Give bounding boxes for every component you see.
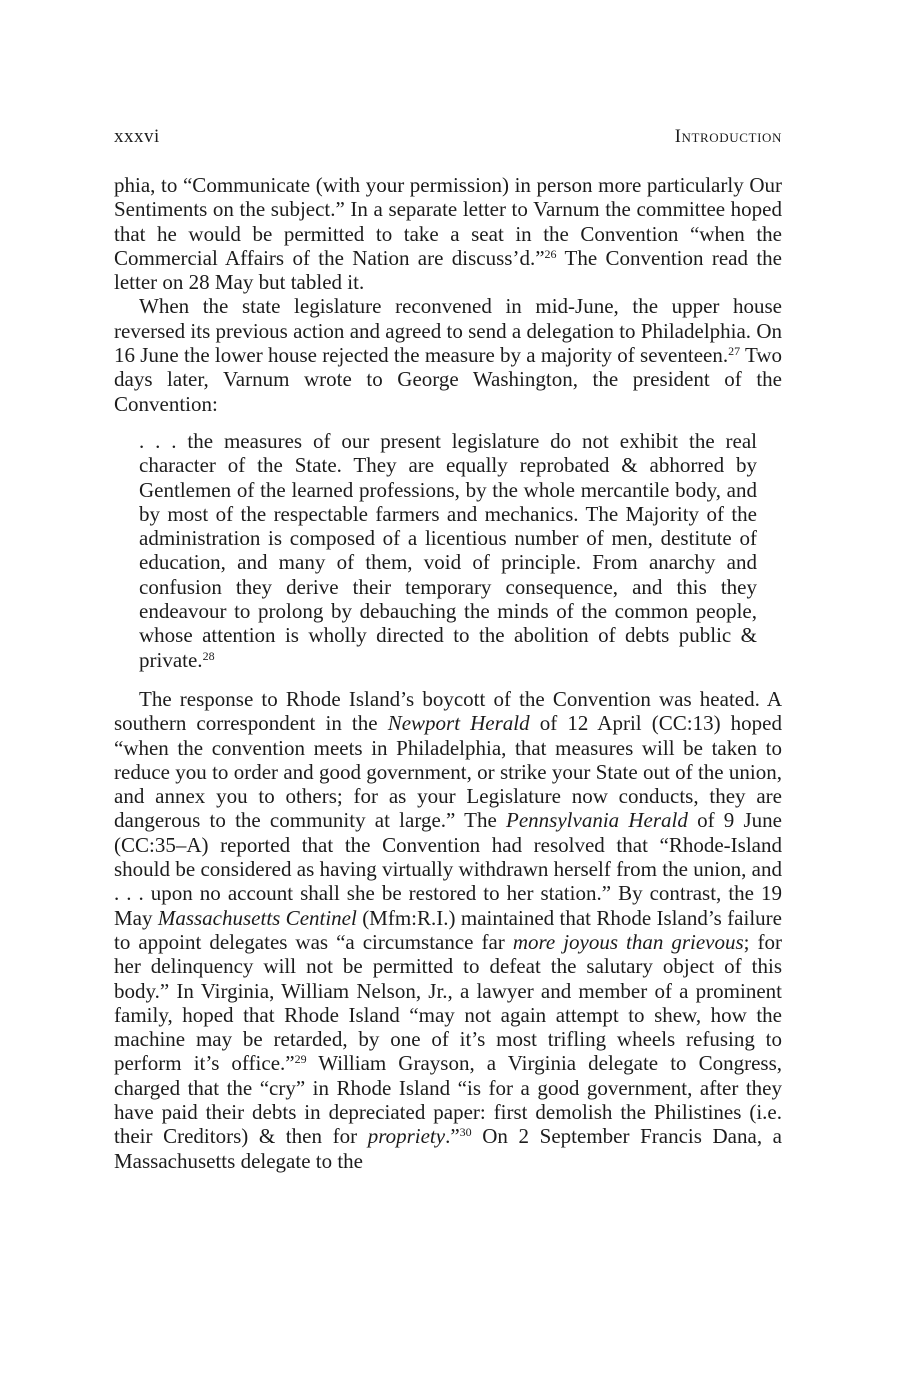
text-run: William Grayson, a Virginia delegate to Congress, charged that the “cry” in Rhode Island “is for a good government, after they have paid their debts in depreciated paper: first demolish the Philistines (i.e. their Creditors) & then for <box>114 1051 783 1149</box>
italic-title: propriety <box>367 1124 446 1149</box>
footnote-ref: 29 <box>294 1052 307 1067</box>
text-run: .” <box>445 1124 460 1149</box>
footnote-ref: 27 <box>728 344 741 359</box>
paragraph-3 <box>114 687 782 1173</box>
text-run: of 12 April (CC:13) hoped “when the convention meets in Philadelphia, that measures will be taken to reduce you to order and good government, or strike your State out of the union, and annex you to others; for as your Legislature now conducts, they are dangerous to the community at large.” The <box>114 711 782 833</box>
running-header <box>114 122 782 152</box>
page-number: xxxvi <box>114 126 160 147</box>
body-text <box>114 173 782 1173</box>
text-run: The response to Rhode Island’s boycott of the Convention was heated. A southern correspondent in the <box>114 686 782 736</box>
text-run: (Mfm:R.I.) maintained that Rhode Island’s failure to appoint delegates was “a circumstance far <box>114 905 782 954</box>
text-run: . . . the measures of our present legislature do not exhibit the real character of the State. They are equally reprobated & abhorred by Gentlemen of the learned professions, by the whole mercantile body, and by most of the respectable farmers and mechanics. The Majority of the administration is composed of a licentious number of men, destitute of education, and many of them, void of principle. From anarchy and confusion they derive their temporary consequence, and this they endeavour to prolong by debauching the minds of the common people, whose attention is wholly directed to the abolition of debts public & private. <box>139 428 757 672</box>
text-run: ; for her delinquency will not be permitted to defeat the salutary object of this body.” In Virginia, William Nelson, Jr., a lawyer and member of a prominent family, hoped that Rhode Island “may not again attempt to shew, how the machine may be retarded, by one of it’s most trifling wheels refusing to perform it’s office.” <box>114 929 782 1076</box>
text-run: phia, to “Communicate (with your permission) in person more particularly Our Sentiments on the subject.” In a separate letter to Varnum the committee hoped that he would be permitted to take a seat in the Convention “when the Commercial Affairs of the Nation are discuss’d.” <box>114 173 782 270</box>
footnote-ref: 30 <box>459 1125 472 1140</box>
italic-title: Newport Herald <box>387 711 530 736</box>
text-run: On 2 September Francis Dana, a Massachusetts delegate to the <box>114 1124 783 1173</box>
paragraph-2 <box>114 294 782 415</box>
running-title: Introduction <box>674 127 782 147</box>
italic-title: Massachusetts Centinel <box>157 905 357 930</box>
text-run: Two days later, Varnum wrote to George Washington, the president of the Convention: <box>114 343 782 416</box>
text-run: The Convention read the letter on 28 May but tabled it. <box>114 245 782 295</box>
paragraph-1 <box>114 173 782 294</box>
block-quote <box>139 429 757 672</box>
footnote-ref: 26 <box>544 246 557 261</box>
text-run: When the state legislature reconvened in mid-June, the upper house reversed its previous action and agreed to send a delegation to Philadelphia. On 16 June the lower house rejected the measure by a majority of seventeen. <box>114 294 782 368</box>
italic-title: more joyous than grievous <box>512 929 744 954</box>
italic-title: Pennsylvania Herald <box>506 808 688 833</box>
text-run: of 9 June (CC:35–A) reported that the Convention had resolved that “Rhode-Island should be considered as having virtually withdrawn herself from the union, and . . . upon no account shall she be restored to her station.” By contrast, the 19 May <box>114 808 782 930</box>
footnote-ref: 28 <box>202 648 215 663</box>
